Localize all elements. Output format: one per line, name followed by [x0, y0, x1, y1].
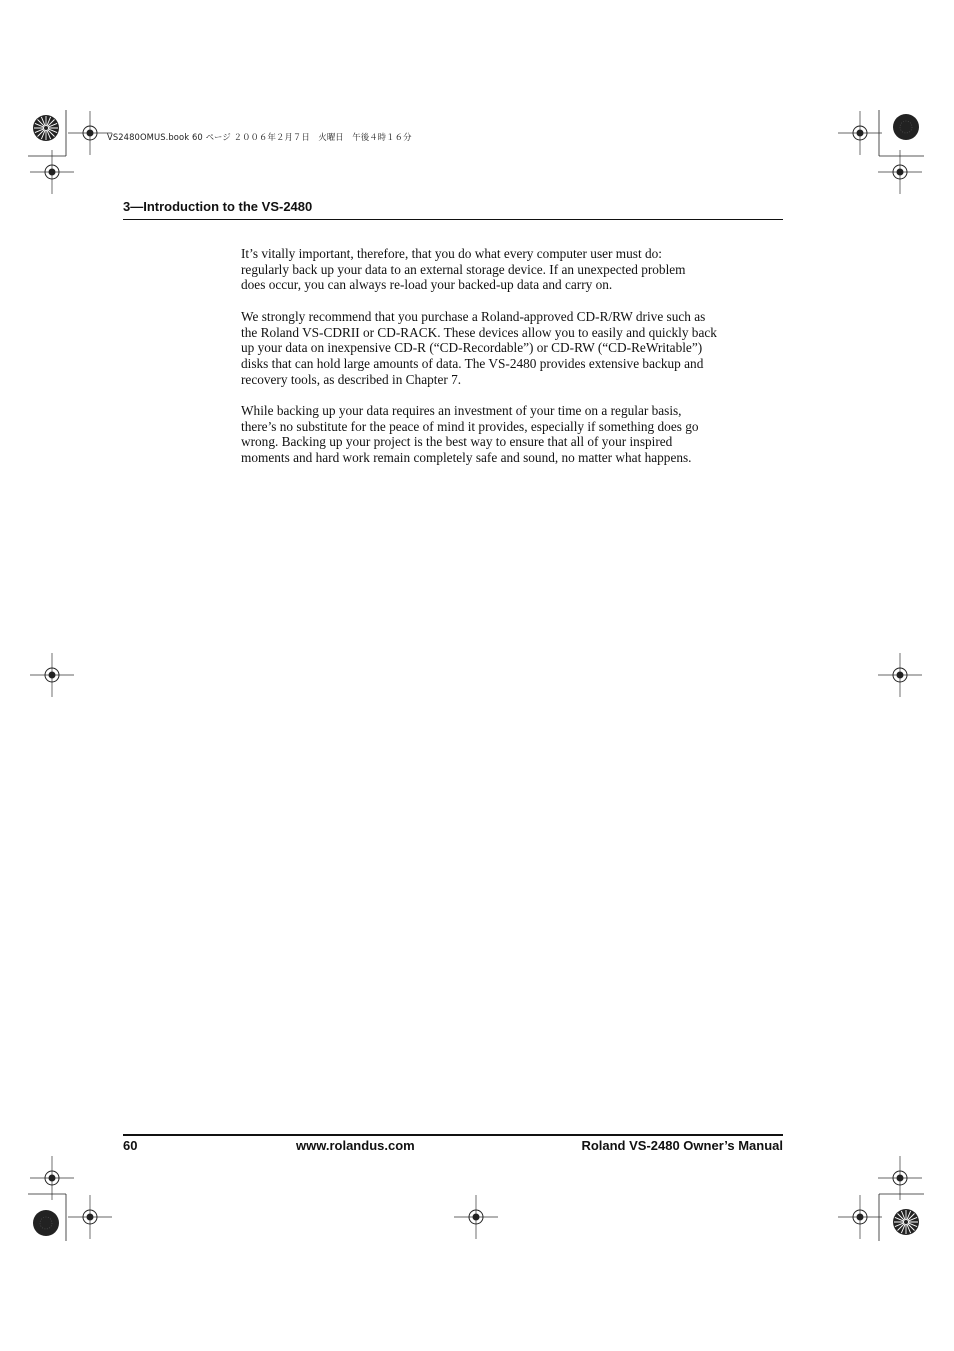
- text-line: up your data on inexpensive CD-R (“CD-Recordable”) or CD-RW (“CD-ReWritable”): [241, 340, 703, 356]
- registration-mark-bottom-right: [838, 1156, 924, 1241]
- text-line: the Roland VS-CDRII or CD-RACK. These devices allow you to easily and quickly back: [241, 324, 717, 340]
- paragraph: [241, 309, 761, 388]
- text-line: there’s no substitute for the peace of mind it provides, especially if something does go: [241, 418, 699, 434]
- text-line: recovery tools, as described in Chapter 7.: [241, 371, 462, 387]
- registration-mark-top-right: [838, 110, 924, 194]
- registration-mark-bottom-center: [454, 1195, 498, 1239]
- text-line: While backing up your data requires an investment of your time on a regular basis,: [241, 403, 682, 418]
- text-line: We strongly recommend that you purchase a Roland-approved CD-R/RW drive such as: [241, 308, 706, 324]
- paragraph: [241, 246, 761, 293]
- manual-title: Roland VS-2480 Owner’s Manual: [581, 1138, 783, 1153]
- text-line: wrong. Backing up your project is the best way to ensure that all of your inspired: [241, 434, 673, 450]
- text-line: disks that can hold large amounts of data. The VS-2480 provides extensive backup and: [241, 355, 704, 371]
- text-line: It’s vitally important, therefore, that you do what every computer user must do:: [241, 246, 662, 261]
- text-line: does occur, you can always re-load your backed-up data and carry on.: [241, 277, 613, 293]
- website-link[interactable]: www.rolandus.com: [296, 1138, 415, 1153]
- print-slug-line: VS2480OMUS.book 60 ページ ２００６年２月７日 火曜日 午後４時１６分: [107, 132, 412, 142]
- running-head: 3—Introduction to the VS-2480: [123, 199, 313, 214]
- body-text: [241, 246, 761, 482]
- registration-mark-top-left: [28, 110, 112, 194]
- registration-mark-middle-left: [30, 653, 74, 697]
- registration-mark-bottom-left: [28, 1156, 112, 1241]
- header-rule: [123, 219, 783, 220]
- footer-rule: [123, 1134, 783, 1136]
- text-line: regularly back up your data to an external storage device. If an unexpected problem: [241, 261, 686, 277]
- text-line: moments and hard work remain completely safe and sound, no matter what happens.: [241, 450, 692, 466]
- page-number: 60: [123, 1138, 138, 1153]
- paragraph: [241, 403, 761, 466]
- registration-mark-middle-right: [878, 653, 922, 697]
